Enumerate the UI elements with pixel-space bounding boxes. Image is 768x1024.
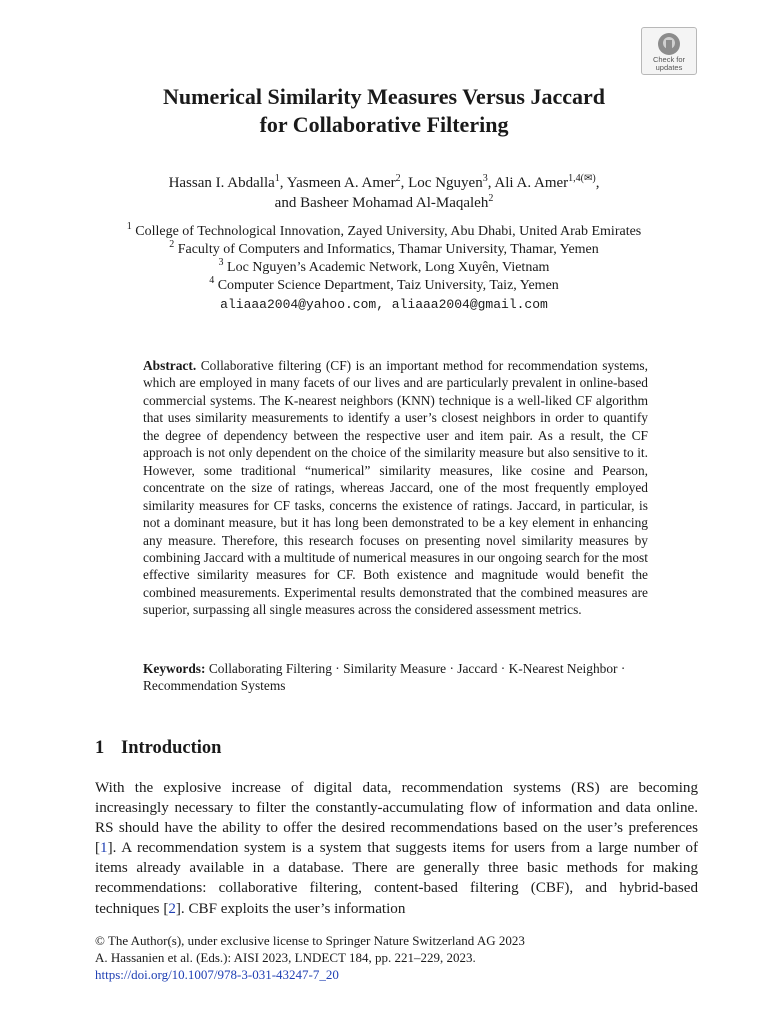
abstract xyxy=(143,357,648,619)
affiliation-number: 2 xyxy=(169,239,175,250)
author-name: Hassan I. Abdalla xyxy=(168,175,275,191)
author-line-1 xyxy=(60,173,708,193)
author-affil-marker: 2 xyxy=(488,193,494,204)
badge-label-line1: Check for xyxy=(652,55,686,64)
affiliation-text: College of Technological Innovation, Zayed University, Abu Dhabi, United Arab Emirates xyxy=(135,224,642,239)
citation-link[interactable]: 1 xyxy=(100,840,108,857)
check-for-updates-badge[interactable] xyxy=(641,27,697,75)
affiliation-item xyxy=(60,241,708,259)
affiliation-text: Faculty of Computers and Informatics, Thamar University, Thamar, Yemen xyxy=(177,242,599,257)
citation-link[interactable]: 2 xyxy=(168,900,176,917)
title-line-1: Numerical Similarity Measures Versus Jaccard xyxy=(163,84,605,109)
section-number: 1 xyxy=(95,738,105,758)
affiliation-list xyxy=(60,223,708,314)
keywords-text: Collaborating Filtering · Similarity Measure · Jaccard · K-Nearest Neighbor · Recommendation Systems xyxy=(143,661,626,694)
author-affil-marker: 1,4(✉) xyxy=(568,173,596,184)
author-affil-marker: 2 xyxy=(395,173,401,184)
doi-line xyxy=(95,966,698,983)
copyright-footer xyxy=(95,932,698,983)
author-emails[interactable]: aliaaa2004@yahoo.com, aliaaa2004@gmail.com xyxy=(220,297,548,312)
affiliation-number: 3 xyxy=(218,257,224,268)
citation-line: A. Hassanien et al. (Eds.): AISI 2023, LNDECT 184, pp. 221–229, 2023. xyxy=(95,950,476,965)
intro-text: ]. CBF exploits the user’s information xyxy=(175,900,406,917)
intro-text: ]. A recommendation system is a system that suggests items for users from a large number of items already available in a database. There are generally three basic methods for making recommendations: collaborative filtering, content-based filtering (CBF), and hybrid-based techniques [ xyxy=(95,840,698,917)
author-affil-marker: 1 xyxy=(274,173,280,184)
author-separator: , xyxy=(279,175,287,191)
affiliation-item xyxy=(60,223,708,241)
keywords-label: Keywords: xyxy=(143,661,206,676)
author-name: Yasmeen A. Amer xyxy=(286,175,396,191)
affiliation-item xyxy=(60,277,708,295)
affiliation-item xyxy=(60,259,708,277)
section-title: Introduction xyxy=(121,738,222,758)
abstract-label: Abstract. xyxy=(143,358,197,373)
section-heading xyxy=(95,738,221,759)
author-name: and Basheer Mohamad Al-Maqaleh xyxy=(274,195,489,211)
author-list xyxy=(60,173,708,213)
copyright-line: © The Author(s), under exclusive license to Springer Nature Switzerland AG 2023 xyxy=(95,933,525,948)
doi-link[interactable]: https://doi.org/10.1007/978-3-031-43247-7_20 xyxy=(95,967,339,982)
paper-title xyxy=(60,83,708,139)
affiliation-number: 1 xyxy=(126,221,132,232)
affiliation-number: 4 xyxy=(209,275,215,286)
badge-label-line2: updates xyxy=(655,63,683,72)
affiliation-text: Loc Nguyen’s Academic Network, Long Xuyên, Vietnam xyxy=(227,260,550,275)
intro-text: With the explosive increase of digital data, recommendation systems (RS) are becoming increasingly necessary to filter the constantly-accumulating flow of information and data online. RS should have the ability to offer the desired recommendations based on the user’s preferences [ xyxy=(95,780,698,857)
author-name: Ali A. Amer xyxy=(494,175,569,191)
author-affil-marker: 3 xyxy=(482,173,488,184)
title-line-2: for Collaborative Filtering xyxy=(259,112,509,137)
author-name: Loc Nguyen xyxy=(408,175,483,191)
author-line-2 xyxy=(60,193,708,213)
author-separator: , xyxy=(400,175,409,191)
abstract-text: Collaborative filtering (CF) is an important method for recommendation systems, which are employed in many facets of our lives and are particularly prevalent in online-based commercial systems. The K-nearest neighbors (KNN) technique is a well-liked CF algorithm that uses similarity measurements to identify a user’s closest neighbors in order to quantify the degree of dependency between the respective user and item pair. As a result, the CF approach is not only dependent on the choice of the similarity measure but also sensitive to it. However, some traditional “numerical” similarity measures, like cosine and Pearson, concentrate on the size of ratings, whereas Jaccard, one of the most frequently employed similarity measures for CF tasks, concerns the existence of ratings. Jaccard, in particular, is not a dominant measure, but it has long been demonstrated to be a key element in enhancing any measure. Therefore, this research focuses on presenting novel similarity measures by combining Jaccard with a multitude of numerical measures in our ongoing search for the most effective similarity measures for CF. Both existence and magnitude would benefit the combined measurements. Experimental results demonstrated that the combined measures are superior, surpassing all single measures across the considered assessment metrics. xyxy=(143,358,648,618)
keywords xyxy=(143,660,648,695)
affiliation-text: Computer Science Department, Taiz University, Taiz, Yemen xyxy=(217,278,559,293)
crossmark-icon xyxy=(656,32,682,56)
author-separator: , xyxy=(487,175,495,191)
intro-paragraph xyxy=(95,778,698,919)
author-separator: , xyxy=(595,175,600,191)
